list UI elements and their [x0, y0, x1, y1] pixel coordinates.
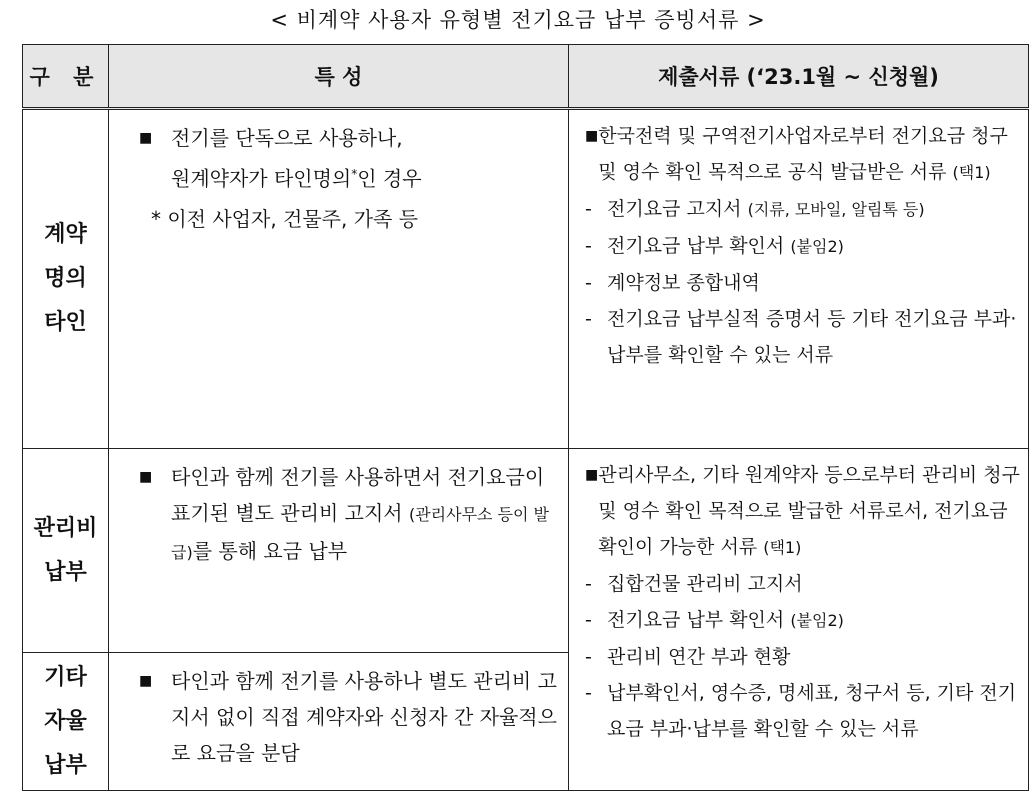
- bullet-icon: ■: [139, 130, 153, 146]
- header-documents: 제출서류 (‘23.1월 ~ 신청월): [569, 45, 1029, 109]
- bullet-icon: ■: [585, 467, 599, 483]
- row-documents: ■ 한국전력 및 구역전기사업자로부터 전기요금 청구 및 영수 확인 목적으로 공식 발급받은 서류 (택1) - 전기요금 고지서 (지류, 모바일, 알림톡 등) - 전기요금 납부 확인서 (붙임2) - 계약정보 종합내역 - 전기요금 납부실적 증명서 등 기타 전기요금 부과·납부를 확인할 수 있는 서류: [569, 109, 1029, 449]
- table-row: [23, 109, 1029, 449]
- row-category: 계약 명의 타인: [23, 109, 109, 449]
- row-feature: ■ 타인과 함께 전기를 사용하면서 전기요금이 표기된 별도 관리비 고지서 (관리사무소 등이 발급)를 통해 요금 납부: [109, 449, 569, 653]
- row-category: 관리비 납부: [23, 449, 109, 653]
- page-title: < 비계약 사용자 유형별 전기요금 납부 증빙서류 >: [270, 8, 766, 32]
- footnote: * 이전 사업자, 건물주, 가족 등: [151, 206, 419, 231]
- bullet-icon: ■: [139, 673, 153, 689]
- row-category: 기타 자율 납부: [23, 653, 109, 791]
- bullet-icon: ■: [139, 469, 153, 485]
- header-category: 구 분: [23, 45, 109, 109]
- evidence-table: [22, 44, 1029, 791]
- row-feature: ■ 타인과 함께 전기를 사용하나 별도 관리비 고지서 없이 직접 계약자와 신청자 간 자율적으로 요금을 분담: [109, 653, 569, 791]
- table-header-row: [23, 45, 1029, 109]
- bullet-icon: ■: [585, 128, 599, 144]
- row-feature: ■ 전기를 단독으로 사용하나, 원계약자가 타인명의*인 경우 * 이전 사업자, 건물주, 가족 등: [109, 109, 569, 449]
- table-row: [23, 449, 1029, 653]
- row-documents: ■ 관리사무소, 기타 원계약자 등으로부터 관리비 청구 및 영수 확인 목적으로 발급한 서류로서, 전기요금 확인이 가능한 서류 (택1) - 집합건물 관리비 고지서 - 전기요금 납부 확인서 (붙임2) - 관리비 연간 부과 현황 - 납부확인서, 영수증, 명세표, 청구서 등, 기타 전기요금 부과·납부를 확인할 수 있는 서류: [569, 449, 1029, 791]
- header-feature: 특 성: [109, 45, 569, 109]
